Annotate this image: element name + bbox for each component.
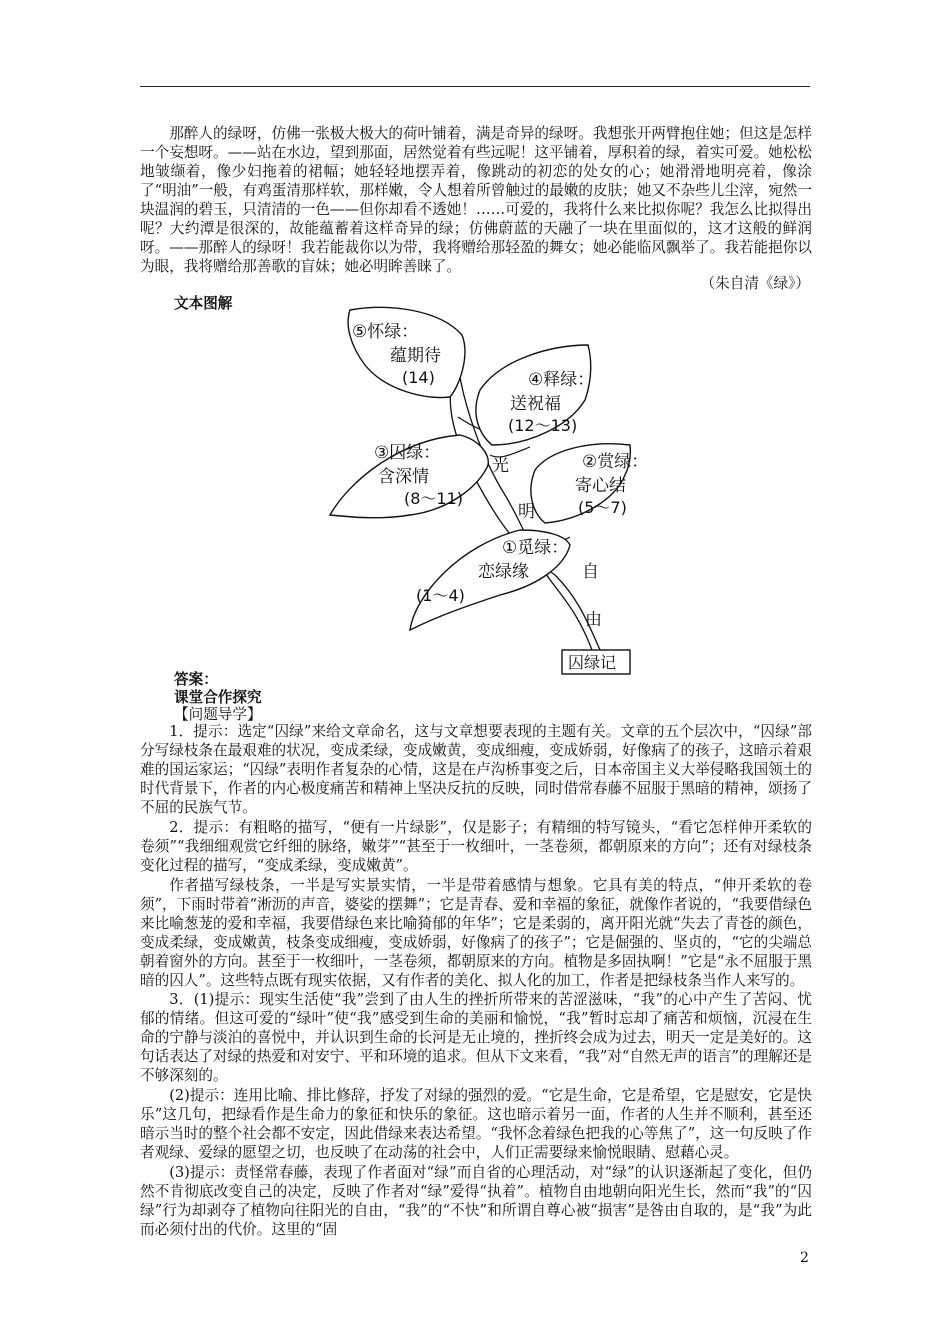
leaf-3-line3: (8～11): [404, 489, 464, 508]
stem-char-1: 光: [492, 456, 509, 476]
answers-heading: 答案：: [174, 671, 218, 688]
text-diagram: [330, 305, 649, 675]
leaf-1-line2: 恋绿缘: [478, 562, 529, 582]
leaf-3-line1: ③囚绿：: [374, 443, 441, 463]
leaf-5-line2: 蕴期待: [390, 346, 441, 366]
answer-3-2: (2)提示：连用比喻、排比修辞，抒发了对绿的强烈的爱。“它是生命，它是希望，它是慰安，它是快乐”这几句，把绿看作是生命力的象征和快乐的象征。这也暗示着另一面，作者的人生并不顺利，甚至还暗示当时的整个社会都不安定，因此借绿来表达希望。“我怀念着绿色把我的心等焦了”，这一句反映了作者观绿、爱绿的愿望之切，也反映了在动荡的社会中，人们正需要绿来愉悦眼睛、慰藉心灵。: [140, 1087, 812, 1161]
leaf-4-line3: (12～13): [508, 416, 578, 435]
section-heading: 课堂合作探究: [174, 689, 262, 706]
diagram-heading: 文本图解: [174, 295, 233, 312]
passage-source: （朱自清《绿》）: [700, 275, 810, 292]
leaf-1-line1: ①觅绿：: [502, 538, 569, 558]
leaf-4-line2: 送祝福: [510, 394, 561, 414]
leaf-5-line3: (14): [402, 368, 435, 387]
leaf-3-line2: 含深情: [378, 467, 429, 487]
stem-char-4: 由: [585, 610, 602, 630]
page-number: 2: [800, 1250, 809, 1266]
answer-1: 1．提示：选定“囚绿”来给文章命名，这与文章想要表现的主题有关。文章的五个层次中，“囚绿”部分写绿枝条在最艰难的状况，变成柔绿，变成嫩黄，变成细瘦，变成娇弱，好像病了的孩子，这暗示着艰难的国运家运；“囚绿”表明作者复杂的心情，这是在卢沟桥事变之后，日本帝国主义大举侵略我国领土的时代背景下，作者的内心极度痛苦和精神上坚决反抗的反映，同时借常春藤不屈服于黑暗的精神，颂扬了不屈的民族气节。: [140, 723, 812, 816]
leaf-2-line2: 寄心结: [575, 476, 626, 496]
subsection-heading: 【问题导学】: [174, 706, 262, 723]
stem-char-2: 明: [518, 502, 535, 522]
leaf-2-line1: ②赏绿：: [582, 452, 649, 472]
answer-2-cont: 作者描写绿枝条，一半是写实景实情，一半是带着感情与想象。它具有美的特点，“伸开柔软的卷须”，下雨时带着“淅沥的声音，婆娑的摆舞”；它是青春、爱和幸福的象征，就像作者说的，“我要借绿色来比喻葱茏的爱和幸福，我要借绿色来比喻猗郁的年华”；它是柔弱的，离开阳光就“失去了青苍的颜色，变成柔绿，变成嫩黄，枝条变成细瘦，变成娇弱，好像病了的孩子”；它是倔强的、坚贞的，“它的尖端总朝着窗外的方向。甚至于一枚细叶，一茎卷须，都朝原来的方向。植物是多固执啊！”它是“永不屈服于黑暗的囚人”。这些特点既有现实依据，又有作者的美化、拟人化的加工，作者是把绿枝条当作人来写的。: [140, 877, 812, 989]
leaf-5-line1: ⑤怀绿：: [352, 322, 419, 342]
answer-2: 2．提示：有粗略的描写，“便有一片绿影”，仅是影子；有精细的特写镜头，“看它怎样伸开柔软的卷须”“我细细观赏它纤细的脉络，嫩芽”“甚至于一枚细叶，一茎卷须，都朝原来的方向”；还有对绿枝条变化过程的描写，“变成柔绿，变成嫩黄”。: [140, 819, 812, 874]
leaf-4-line1: ④释绿：: [528, 370, 595, 390]
passage-text: 那醉人的绿呀，仿佛一张极大极大的荷叶铺着，满是奇异的绿呀。我想张开两臂抱住她；但这是怎样一个妄想呀。——站在水边，望到那面，居然觉着有些远呢！这平铺着，厚积着的绿，着实可爱。她松松地皱缬着，像少妇拖着的裙幅；她轻轻地摆弄着，像跳动的初恋的处女的心；她滑滑地明亮着，像涂了“明油”一般，有鸡蛋清那样软，那样嫩，令人想着所曾触过的最嫩的皮肤；她又不杂些儿尘滓，宛然一块温润的碧玉，只清清的一色——但你却看不透她！……可爱的，我将什么来比拟你呢？我怎么比拟得出呢？大约潭是很深的，故能蕴蓄着这样奇异的绿；仿佛蔚蓝的天融了一块在里面似的，这才这般的鲜润呀。——那醉人的绿呀！我若能裁你以为带，我将赠给那轻盈的舞女；她必能临风飘举了。我若能挹你以为眼，我将赠给那善歌的盲妹；她必明眸善睐了。: [140, 125, 812, 275]
answer-3-3: (3)提示：责怪常春藤，表现了作者面对“绿”而自省的心理活动，对“绿”的认识逐渐起了变化，但仍然不肯彻底改变自己的决定，反映了作者对“绿”爱得“执着”。植物自由地朝向阳光生长，然而“我”的“囚绿”行为却剥夺了植物向往阳光的自由，“我”的“不快”和所谓自尊心被“损害”是咎由自取的，是“我”为此而必须付出的代价。这里的“固: [140, 1164, 812, 1238]
stem-char-3: 自: [582, 562, 599, 582]
base-label: 囚绿记: [568, 653, 617, 672]
leaf-1-line3: (1～4): [416, 586, 465, 605]
leaf-2-line3: (5～7): [578, 498, 627, 517]
header-rule: [140, 86, 810, 87]
answer-3-1: 3．(1)提示：现实生活使“我”尝到了由人生的挫折所带来的苦涩滋味，“我”的心中产生了苦闷、忧郁的情绪。但这可爱的“绿叶”使“我”感受到生命的美丽和愉悦，“我”暂时忘却了痛苦和烦恼，沉浸在生命的宁静与淡泊的喜悦中，并认识到生命的长河是无止境的，挫折终会成为过去，明天一定是美好的。这句话表达了对绿的热爱和对安宁、平和环境的追求。但从下文来看，“我”对“自然无声的语言”的理解还是不够深刻的。: [140, 991, 812, 1084]
